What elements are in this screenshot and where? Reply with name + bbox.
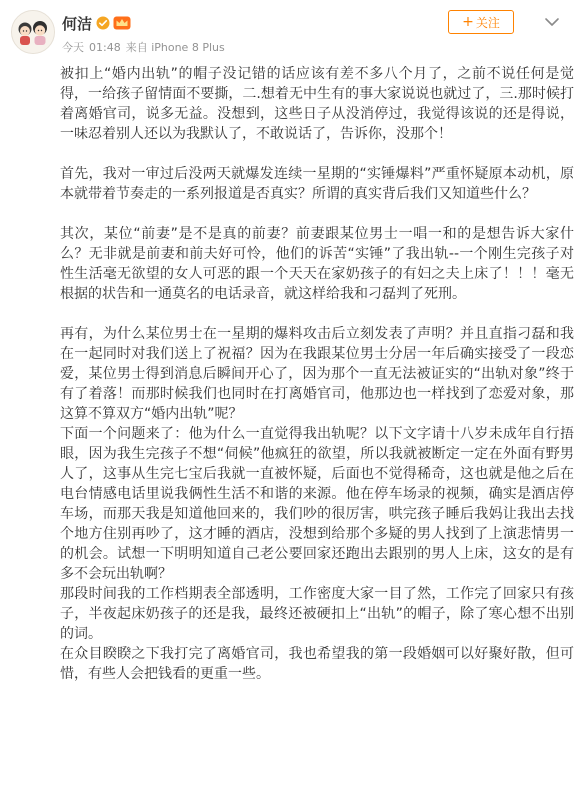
- post-date: 今天: [62, 41, 84, 54]
- post-time: 01:48: [89, 41, 121, 54]
- vip-crown-icon[interactable]: [113, 16, 131, 30]
- post-header: [0, 0, 579, 62]
- post-paragraph: 在众目睽睽之下我打完了离婚官司，我也希望我的第一段婚姻可以好聚好散，但可惜，有些人会把钱看的更重一些。: [60, 646, 574, 682]
- avatar[interactable]: [11, 10, 55, 54]
- post-paragraph: 其次，某位“前妻”是不是真的前妻？前妻跟某位男士一唱一和的是想告诉大家什么？无非就是前妻和前夫好可怜，他们的诉苦“实锤”了我出轨--一个刚生完孩子对性生活毫无欲望的女人可恶的跟一个天天在家奶孩子的有妇之夫上床了！！！毫无根据的状告和一通莫名的电话录音，就这样给我和刁磊判了死刑。: [60, 226, 574, 302]
- plus-icon: +: [462, 14, 474, 30]
- post-paragraph: 再有，为什么某位男士在一星期的爆料攻击后立刻发表了声明？并且直指刁磊和我在一起同时对我们送上了祝福？因为在我跟某位男士分居一年后确实接受了一段恋爱，某位男士得到消息后瞬间开心了，因为那个一直无法被证实的“出轨对象”终于有了着落！而那时候我们也同时在打离婚官司，他那边也一样找到了恋爱对象，那这算不算双方“婚内出轨”呢？: [60, 326, 574, 422]
- verified-icon: [96, 16, 110, 30]
- post-paragraph: 被扣上“婚内出轨”的帽子没记错的话应该有差不多八个月了，之前不说任何是觉得，一给孩子留情面不要撕，二.想着无中生有的事大家说说也就过了，三.那时候打着离婚官司，说多无益。没想到，这些日子从没消停过，我觉得该说的还是得说，一味忍着别人还以为我默认了，不敢说话了，告诉你，没那个！: [60, 66, 574, 142]
- avatar-cartoon-icon: [12, 11, 54, 53]
- user-line: [62, 12, 134, 34]
- username[interactable]: 何洁: [62, 14, 93, 33]
- post-source[interactable]: 来自 iPhone 8 Plus: [125, 41, 225, 54]
- post-paragraph: 那段时间我的工作档期表全部透明，工作密度大家一目了然，工作完了回家只有孩子，半夜起床奶孩子的还是我，最终还被硬扣上“出轨”的帽子，除了寒心想不出别的词。: [60, 586, 574, 642]
- post-meta: [62, 39, 230, 55]
- follow-label: 关注: [475, 15, 500, 30]
- chevron-down-icon[interactable]: [540, 10, 564, 34]
- follow-button[interactable]: [448, 10, 514, 34]
- post-paragraph: 首先，我对一审过后没两天就爆发连续一星期的“实锤爆料”严重怀疑原本动机，原本就带着节奏走的一系列报道是否真实？所谓的真实背后我们又知道些什么？: [60, 166, 574, 202]
- post-body: [60, 64, 574, 684]
- post-paragraph: 下面一个问题来了：他为什么一直觉得我出轨呢？以下文字请十八岁未成年自行捂眼，因为我生完孩子不想“伺候”他疯狂的欲望，所以我就被断定一定在外面有野男人了，这事从生完七宝后我就一直被怀疑，后面也不觉得稀奇，这也就是他之后在电台情感电话里说我俩性生活不和谐的来源。他在停车场录的视频，确实是酒店停车场，而那天我是知道他回来的，我们吵的很厉害，哄完孩子睡后我妈让我出去找个地方住别再吵了，这才睡的酒店，没想到给那个多疑的男人找到了上演悲情男一的机会。试想一下明明知道自己老公要回家还跑出去跟别的男人上床，这女的是有多不会玩出轨啊？: [60, 426, 574, 582]
